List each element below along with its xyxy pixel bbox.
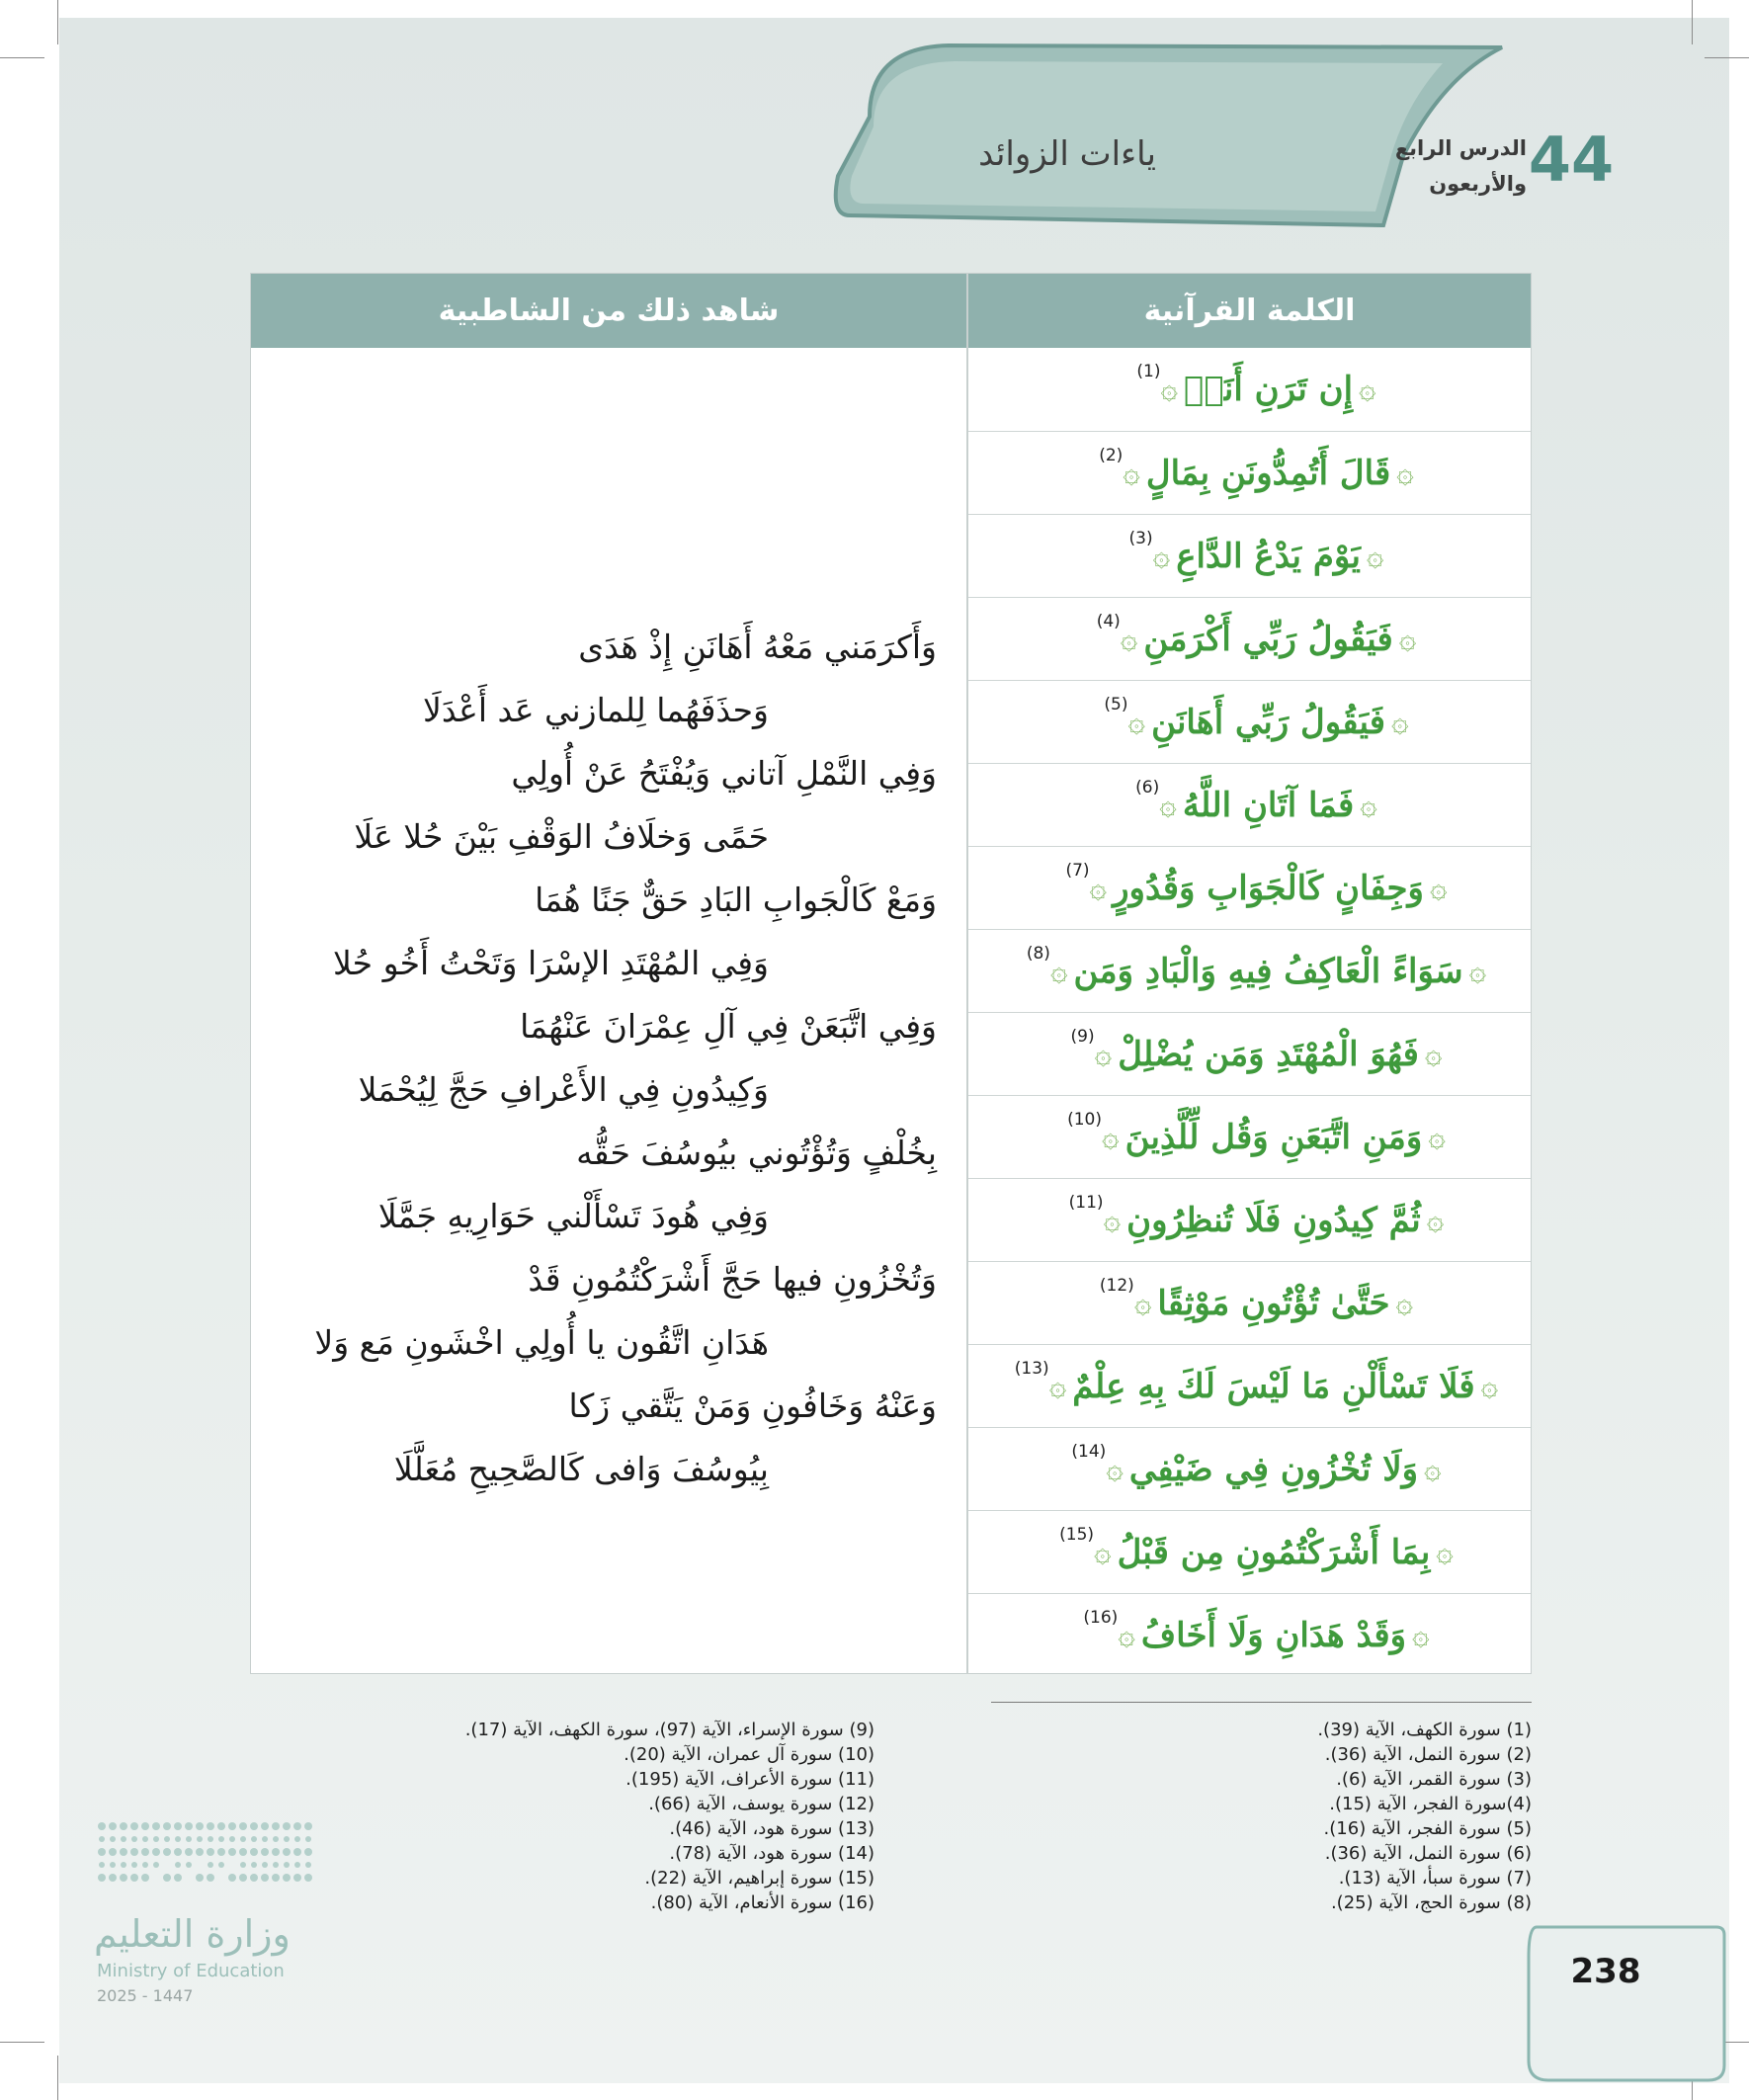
ornament-icon: ۞ — [1106, 1451, 1124, 1486]
logo-dot — [175, 1836, 181, 1842]
ornament-icon: ۞ — [1424, 1451, 1442, 1486]
table-row — [968, 1261, 1531, 1344]
logo-dot — [208, 1836, 213, 1842]
footnotes-right — [1136, 1718, 1532, 1915]
logo-dot — [142, 1836, 148, 1842]
poem-verse: وَفِي النَّمْلِ آتاني وَيُفْتَحُ عَنْ أُولِي — [511, 754, 937, 793]
logo-dot — [121, 1862, 126, 1868]
logo-dot — [239, 1848, 247, 1856]
footnote-item: (15) سورة إبراهيم، الآية (22). — [644, 1868, 874, 1889]
logo-dot — [196, 1848, 204, 1856]
quran-word: فَمَا آتَانِ اللَّهُ — [1182, 785, 1355, 825]
logo-dot — [109, 1822, 117, 1830]
table-row — [968, 1427, 1531, 1510]
logo-dot — [99, 1862, 105, 1868]
logo-dot — [305, 1836, 311, 1842]
footnote-ref: (4) — [1096, 612, 1121, 631]
word-cell — [968, 847, 1531, 929]
logo-dot — [293, 1848, 301, 1856]
word-cell — [968, 764, 1531, 846]
footnote-ref: (2) — [1099, 446, 1124, 465]
logo-dot — [141, 1822, 149, 1830]
poem-verse: وَفِي هُودَ تَسْأَلْني حَوَارِيهِ جَمَّلَا — [377, 1197, 769, 1235]
footnote-item: (12) سورة يوسف، الآية (66). — [648, 1794, 874, 1814]
quran-word: وَلَا تُخْزُونِ فِي ضَيْفِي — [1128, 1449, 1419, 1489]
ministry-name-english: Ministry of Education — [97, 1961, 285, 1981]
ornament-icon: ۞ — [1159, 787, 1177, 822]
logo-dot — [208, 1862, 213, 1868]
ornament-icon: ۞ — [1049, 953, 1068, 988]
logo-dot — [272, 1822, 280, 1830]
crop-mark — [1705, 57, 1749, 58]
footnote-item: (13) سورة هود، الآية (46). — [669, 1818, 874, 1839]
ornament-icon: ۞ — [1152, 538, 1171, 573]
footnote-ref: (7) — [1065, 861, 1090, 881]
logo-dot — [153, 1862, 159, 1868]
logo-dot — [283, 1848, 291, 1856]
footnote-ref: (6) — [1135, 778, 1160, 798]
logo-dot — [239, 1874, 247, 1882]
word-cell — [968, 930, 1531, 1012]
ornament-icon: ۞ — [1048, 1368, 1067, 1403]
ornament-icon: ۞ — [1429, 870, 1448, 905]
logo-dot — [207, 1848, 214, 1856]
ornament-icon: ۞ — [1398, 621, 1417, 656]
logo-dot — [261, 1822, 269, 1830]
logo-dot — [121, 1836, 126, 1842]
ornament-icon: ۞ — [1360, 787, 1377, 822]
ministry-year: 2025 - 1447 — [97, 1986, 194, 2005]
word-cell — [968, 1262, 1531, 1344]
table-row — [968, 348, 1531, 431]
page-number: 238 — [1570, 1952, 1641, 1991]
lesson-label-line2: والأربعون — [1429, 172, 1527, 196]
poem-verse: وَتُخْزُونِ فيها حَجَّ أَشْرَكْتُمُونِ قَدْ — [528, 1260, 937, 1299]
logo-dot — [283, 1874, 291, 1882]
ornament-icon: ۞ — [1160, 372, 1179, 406]
footnote-item: (9) سورة الإسراء، الآية (97)، سورة الكهف، الآية (17). — [464, 1720, 874, 1740]
quran-word: ثُمَّ كِيدُونِ فَلَا تُنظِرُونِ — [1126, 1200, 1421, 1240]
logo-dot — [250, 1822, 258, 1830]
logo-dot — [304, 1848, 312, 1856]
ornament-icon: ۞ — [1133, 1285, 1152, 1320]
logo-dot — [153, 1836, 159, 1842]
ornament-icon: ۞ — [1127, 704, 1146, 739]
logo-dot — [251, 1836, 257, 1842]
footnote-ref: (5) — [1104, 695, 1128, 714]
poem-verse: وَكِيدُونِ فِي الأَعْرافِ حَجَّ لِيُحْمَلا — [358, 1070, 769, 1109]
poem-verse: وَفِي المُهْتَدِ الإسْرَا وَتَحْتُ أَخُو حُلا — [332, 944, 769, 982]
table-row — [968, 763, 1531, 846]
footnote-item: (10) سورة آل عمران، الآية (20). — [624, 1744, 874, 1765]
footnotes-left — [385, 1718, 874, 1915]
footnote-item: (11) سورة الأعراف، الآية (195). — [625, 1769, 874, 1790]
ornament-icon: ۞ — [1436, 1534, 1454, 1569]
title-tab-shape — [810, 18, 1522, 240]
logo-dot — [261, 1848, 269, 1856]
ornament-icon: ۞ — [1366, 538, 1384, 573]
word-cell — [968, 1345, 1531, 1427]
ornament-icon: ۞ — [1468, 953, 1487, 988]
logo-dot — [163, 1822, 171, 1830]
footnote-item: (5) سورة الفجر، الآية (16). — [1323, 1818, 1532, 1839]
ornament-icon: ۞ — [1391, 704, 1409, 739]
logo-dot — [294, 1862, 300, 1868]
footnote-rule — [991, 1702, 1532, 1703]
lesson-number: 44 — [1528, 124, 1615, 196]
logo-dot — [174, 1848, 182, 1856]
column-header-word: الكلمة القرآنية — [968, 274, 1531, 348]
word-rows — [968, 348, 1531, 1676]
poem-verse: بِخُلْفٍ وَتُؤْتُوني بيُوسُفَ حَقُّه — [576, 1134, 937, 1172]
logo-dot — [152, 1822, 160, 1830]
logo-dot — [109, 1874, 117, 1882]
poem-verse: وَعَنْهُ وَخَافُونِ وَمَنْ يَتَّقي زَكا — [568, 1386, 937, 1425]
logo-dot — [98, 1874, 106, 1882]
footnote-item: (2) سورة النمل، الآية (36). — [1324, 1744, 1532, 1765]
crop-mark — [57, 2056, 58, 2100]
logo-dot — [284, 1862, 290, 1868]
logo-dot — [250, 1848, 258, 1856]
logo-dot — [164, 1836, 170, 1842]
ornament-icon: ۞ — [1395, 1285, 1414, 1320]
table-row — [968, 597, 1531, 680]
quran-word: وَمَنِ اتَّبَعَنِ وَقُل لِّلَّذِينَ — [1124, 1117, 1423, 1157]
table-row — [968, 1510, 1531, 1593]
logo-dot — [240, 1862, 246, 1868]
logo-dot — [261, 1874, 269, 1882]
footnote-ref: (16) — [1083, 1608, 1119, 1628]
page-number-box — [1519, 1917, 1731, 2085]
logo-dot — [130, 1848, 138, 1856]
table-row — [968, 1593, 1531, 1676]
logo-dot — [131, 1862, 137, 1868]
lesson-label — [1393, 130, 1527, 202]
footnote-item: (16) سورة الأنعام، الآية (80). — [650, 1892, 874, 1913]
logo-dot — [293, 1874, 301, 1882]
logo-dot — [217, 1848, 225, 1856]
logo-dot — [185, 1848, 193, 1856]
quran-word: إِن تَرَنِ أَنَا۠ — [1184, 370, 1354, 409]
logo-dot — [131, 1836, 137, 1842]
logo-dot — [196, 1874, 204, 1882]
logo-dot — [273, 1836, 279, 1842]
logo-dot — [130, 1874, 138, 1882]
logo-dot — [98, 1822, 106, 1830]
logo-dot — [152, 1848, 160, 1856]
logo-dot — [163, 1848, 171, 1856]
logo-dot — [186, 1836, 192, 1842]
column-header-witness: شاهد ذلك من الشاطبية — [251, 274, 968, 348]
poem-verse: هَدَانِ اتَّقُون يا أُولِي اخْشَونِ مَع وَلا — [314, 1323, 769, 1362]
logo-dot — [110, 1836, 116, 1842]
logo-dot — [110, 1862, 116, 1868]
logo-dot — [142, 1862, 148, 1868]
ornament-icon: ۞ — [1120, 621, 1138, 656]
table-row — [968, 680, 1531, 763]
poem-verse: بِيُوسُفَ وَافى كَالصَّحِيحِ مُعَلَّلَا — [393, 1450, 769, 1488]
readings-table — [250, 273, 1532, 1674]
quran-word: يَوْمَ يَدْعُ الدَّاعِ — [1176, 536, 1361, 576]
ornament-icon: ۞ — [1103, 1202, 1122, 1237]
footnote-item: (4)سورة الفجر، الآية (15). — [1329, 1794, 1532, 1814]
logo-dot — [272, 1874, 280, 1882]
ornament-icon: ۞ — [1428, 1119, 1446, 1154]
logo-dot — [207, 1822, 214, 1830]
logo-dot — [141, 1848, 149, 1856]
footnote-ref: (15) — [1059, 1525, 1095, 1545]
table-row — [968, 1012, 1531, 1095]
ornament-icon: ۞ — [1094, 1534, 1112, 1569]
crop-mark — [0, 2042, 44, 2043]
logo-dot — [305, 1862, 311, 1868]
logo-dot — [228, 1848, 236, 1856]
quran-word: بِمَا أَشْرَكْتُمُونِ مِن قَبْلُ — [1117, 1532, 1431, 1572]
footnote-ref: (10) — [1067, 1110, 1103, 1130]
ministry-name-arabic: وزارة التعليم — [94, 1912, 291, 1956]
word-cell — [968, 432, 1531, 514]
ornament-icon: ۞ — [1094, 1036, 1113, 1071]
footnote-item: (8) سورة الحج، الآية (25). — [1330, 1892, 1532, 1913]
footnote-item: (6) سورة النمل، الآية (36). — [1324, 1843, 1532, 1864]
logo-dot — [272, 1848, 280, 1856]
logo-dot — [304, 1874, 312, 1882]
word-cell — [968, 1096, 1531, 1178]
quran-word: فَهُوَ الْمُهْتَدِ وَمَن يُضْلِلْ — [1118, 1034, 1419, 1074]
footnote-ref: (14) — [1071, 1442, 1107, 1462]
logo-dot — [141, 1874, 149, 1882]
logo-dot — [304, 1822, 312, 1830]
word-cell — [968, 1428, 1531, 1510]
ornament-icon: ۞ — [1118, 1617, 1135, 1652]
logo-dot — [293, 1822, 301, 1830]
quran-word: سَوَاءً الْعَاكِفُ فِيهِ وَالْبَادِ وَمَن — [1073, 951, 1463, 991]
footnote-ref: (3) — [1128, 529, 1153, 548]
quran-word: فَيَقُولُ رَبِّي أَهَانَنِ — [1151, 702, 1386, 742]
logo-dot — [283, 1822, 291, 1830]
logo-dot — [228, 1874, 236, 1882]
logo-dot — [207, 1874, 214, 1882]
logo-dot — [262, 1862, 268, 1868]
footnote-ref: (11) — [1068, 1193, 1104, 1213]
logo-dot — [186, 1862, 192, 1868]
logo-dot — [120, 1874, 127, 1882]
logo-dot — [130, 1822, 138, 1830]
ornament-icon: ۞ — [1102, 1119, 1120, 1154]
ornament-icon: ۞ — [1089, 870, 1108, 905]
poem-verse: وَحذَفَهُما لِلمازني عَد أَعْدَلَا — [423, 691, 769, 729]
footnote-item: (3) سورة القمر، الآية (6). — [1336, 1769, 1532, 1790]
logo-dot — [228, 1822, 236, 1830]
footnote-ref: (13) — [1014, 1359, 1049, 1379]
word-cell — [968, 348, 1531, 431]
quran-word: وَقَدْ هَدَانِ وَلَا أَخَافُ — [1140, 1615, 1407, 1655]
table-row — [968, 1344, 1531, 1427]
footnote-item: (14) سورة هود، الآية (78). — [669, 1843, 874, 1864]
crop-mark — [1692, 0, 1693, 44]
table-row — [968, 1178, 1531, 1261]
word-cell — [968, 1013, 1531, 1095]
footnote-item: (7) سورة سبأ، الآية (13). — [1338, 1868, 1532, 1889]
lesson-title: ياءات الزوائد — [978, 134, 1156, 174]
logo-dot — [218, 1836, 224, 1842]
ornament-icon: ۞ — [1480, 1368, 1499, 1403]
ornament-icon: ۞ — [1123, 455, 1140, 490]
logo-dot — [229, 1836, 235, 1842]
footnote-ref: (12) — [1099, 1276, 1134, 1296]
logo-dot — [99, 1836, 105, 1842]
ornament-icon: ۞ — [1396, 455, 1414, 490]
word-cell — [968, 1594, 1531, 1676]
logo-dot — [240, 1836, 246, 1842]
poem-verse: وَمَعْ كَالْجَوابِ البَادِ حَقٌّ جَنًا هُمَا — [535, 881, 937, 919]
table-row — [968, 846, 1531, 929]
ornament-icon: ۞ — [1424, 1036, 1443, 1071]
lesson-label-line1: الدرس الرابع — [1394, 136, 1527, 160]
logo-dot — [197, 1836, 203, 1842]
logo-dot — [120, 1848, 127, 1856]
table-row — [968, 929, 1531, 1012]
logo-dot — [284, 1836, 290, 1842]
quran-word: وَجِفَانٍ كَالْجَوَابِ وَقُدُورٍ — [1113, 868, 1424, 908]
logo-dot — [294, 1836, 300, 1842]
word-cell — [968, 1179, 1531, 1261]
logo-dot — [185, 1822, 193, 1830]
table-row — [968, 514, 1531, 597]
ornament-icon: ۞ — [1412, 1617, 1430, 1652]
crop-mark — [57, 0, 58, 44]
logo-dot — [217, 1822, 225, 1830]
footnote-ref: (1) — [1136, 362, 1161, 381]
logo-dot — [239, 1822, 247, 1830]
logo-dot — [273, 1862, 279, 1868]
table-row — [968, 1095, 1531, 1178]
logo-dot — [218, 1862, 224, 1868]
quran-word: فَلَا تَسْأَلْنِ مَا لَيْسَ لَكَ بِهِ عِلْمٌ — [1072, 1366, 1475, 1406]
quran-word: قَالَ أَتُمِدُّونَنِ بِمَالٍ — [1145, 453, 1391, 493]
poem-verse: وَأَكرَمَني مَعْهُ أَهَانَنِ إِذْ هَدَى — [578, 628, 937, 666]
word-cell — [968, 1511, 1531, 1593]
word-cell — [968, 515, 1531, 597]
logo-dot — [175, 1862, 181, 1868]
ornament-icon: ۞ — [1359, 372, 1376, 406]
footnote-ref: (9) — [1070, 1027, 1095, 1047]
logo-dot — [98, 1848, 106, 1856]
crop-mark — [0, 57, 44, 58]
quran-word: حَتَّىٰ تُؤْتُونِ مَوْثِقًا — [1157, 1283, 1390, 1323]
poem-verse: حَمًى وَخلَافُ الوَقْفِ بَيْنَ حُلا عَلَا — [354, 817, 769, 856]
logo-dot — [250, 1874, 258, 1882]
word-cell — [968, 681, 1531, 763]
logo-dot — [163, 1874, 171, 1882]
logo-dot — [262, 1836, 268, 1842]
logo-dot — [109, 1848, 117, 1856]
logo-dot — [196, 1822, 204, 1830]
footnote-ref: (8) — [1026, 944, 1050, 964]
logo-dot — [174, 1874, 182, 1882]
word-cell — [968, 598, 1531, 680]
logo-dot — [120, 1822, 127, 1830]
poem-verse: وَفِي اتَّبَعَنْ فِي آلِ عِمْرَانَ عَنْهُمَا — [520, 1007, 937, 1046]
ornament-icon: ۞ — [1426, 1202, 1445, 1237]
table-row — [968, 431, 1531, 514]
logo-dot — [251, 1862, 257, 1868]
ministry-logo-icon — [94, 1818, 321, 1897]
footnote-item: (1) سورة الكهف، الآية (39). — [1317, 1720, 1532, 1740]
quran-word: فَيَقُولُ رَبِّي أَكْرَمَنِ — [1143, 619, 1393, 659]
logo-dot — [174, 1822, 182, 1830]
